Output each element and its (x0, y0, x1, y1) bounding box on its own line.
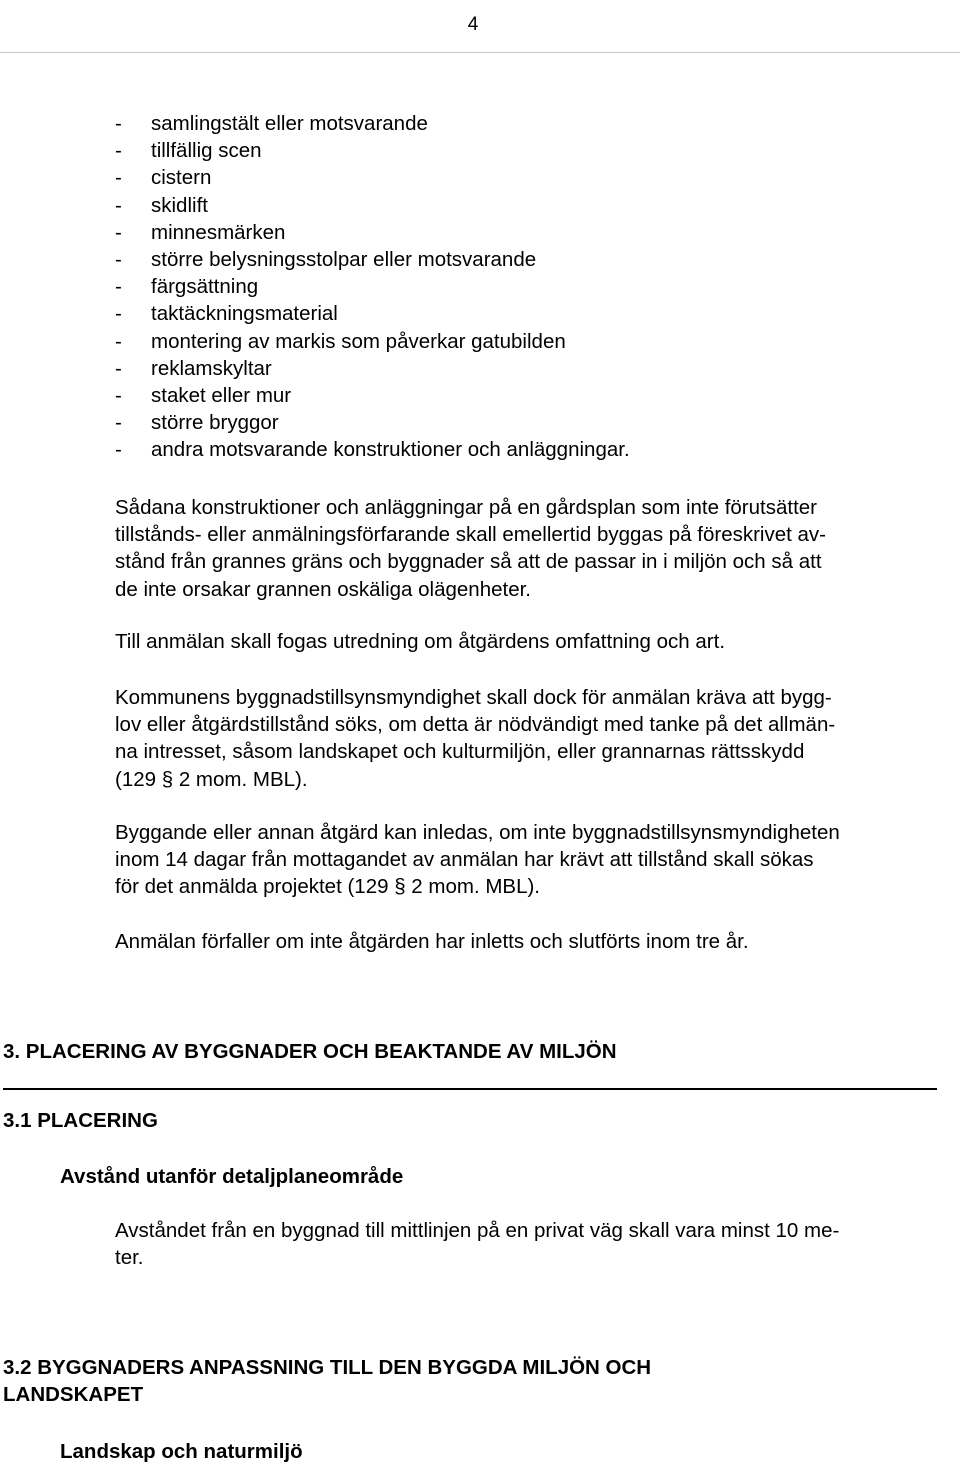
bullet-dash: - (115, 438, 122, 462)
section-heading-3-2: 3.2 BYGGNADERS ANPASSNING TILL DEN BYGGDA MILJÖN OCH LANDSKAPET (3, 1356, 652, 1406)
bullet-dash: - (115, 356, 122, 380)
paragraph-construction-start: Byggande eller annan åtgärd kan inledas, om inte byggnadstillsynsmyndigheten inom 14 dagar från mottagandet av anmälan har krävt att tillstånd skall sökas för det anmälda projektet (129 § 2 mom. MBL). (115, 821, 840, 899)
list-item: - staket eller mur (115, 382, 630, 409)
subheading-landscape-nature: Landskap och naturmiljö (60, 1440, 303, 1463)
list-item: - minnesmärken (115, 219, 630, 246)
list-item: - större bryggor (115, 409, 630, 436)
list-item: - andra motsvarande konstruktioner och anläggningar. (115, 436, 630, 463)
bullet-dash: - (115, 411, 122, 435)
bullet-dash: - (115, 248, 122, 272)
list-item: - större belysningsstolpar eller motsvarande (115, 246, 630, 273)
list-item: - reklamskyltar (115, 355, 630, 382)
bullet-dash: - (115, 220, 122, 244)
bullet-dash: - (115, 329, 122, 353)
paragraph-courtyard-structures: Sådana konstruktioner och anläggningar på en gårdsplan som inte förutsätter tillstånds- eller anmälningsförfarande skall emellertid byggas på föreskrivet av- stånd från grannes gräns och byggnader så att de passar in i miljön och så att de inte orsakar grannen oskäliga olägenheter. (115, 496, 826, 601)
section-divider (3, 1088, 937, 1090)
list-item: - färgsättning (115, 273, 630, 300)
subheading-distance-outside-plan: Avstånd utanför detaljplaneområde (60, 1165, 404, 1188)
list-item: - skidlift (115, 192, 630, 219)
bullet-dash: - (115, 302, 122, 326)
paragraph-road-distance: Avståndet från en byggnad till mittlinjen på en privat väg skall vara minst 10 me- ter. (115, 1219, 840, 1270)
paragraph-notification-attachment: Till anmälan skall fogas utredning om åtgärdens omfattning och art. (115, 630, 726, 653)
paragraph-notification-expiry: Anmälan förfaller om inte åtgärden har inletts och slutförts inom tre år. (115, 930, 749, 953)
list-item: - cistern (115, 164, 630, 191)
list-item: - samlingstält eller motsvarande (115, 110, 630, 137)
page-number: 4 (467, 14, 479, 35)
list-item: - montering av markis som påverkar gatubilden (115, 328, 630, 355)
paragraph-building-permit-requirement: Kommunens byggnadstillsynsmyndighet skall dock för anmälan kräva att bygg- lov eller åtgärdstillstånd söks, om detta är nödvändigt med tanke på det allmän- na intresset, såsom landskapet och kulturmiljön, eller grannarnas rättsskydd (129 § 2 mom. MBL). (115, 686, 836, 791)
bullet-dash: - (115, 275, 122, 299)
bullet-dash: - (115, 112, 122, 135)
bullet-dash: - (115, 166, 122, 190)
bullet-dash: - (115, 139, 122, 163)
bullet-dash: - (115, 193, 122, 217)
list-item: - taktäckningsmaterial (115, 300, 630, 327)
section-heading-3: 3. PLACERING AV BYGGNADER OCH BEAKTANDE AV MILJÖN (3, 1040, 617, 1063)
bullet-dash: - (115, 384, 122, 408)
list-item: - tillfällig scen (115, 137, 630, 164)
header-divider (0, 52, 960, 53)
section-heading-3-1: 3.1 PLACERING (3, 1109, 158, 1132)
bullet-list (115, 110, 630, 464)
